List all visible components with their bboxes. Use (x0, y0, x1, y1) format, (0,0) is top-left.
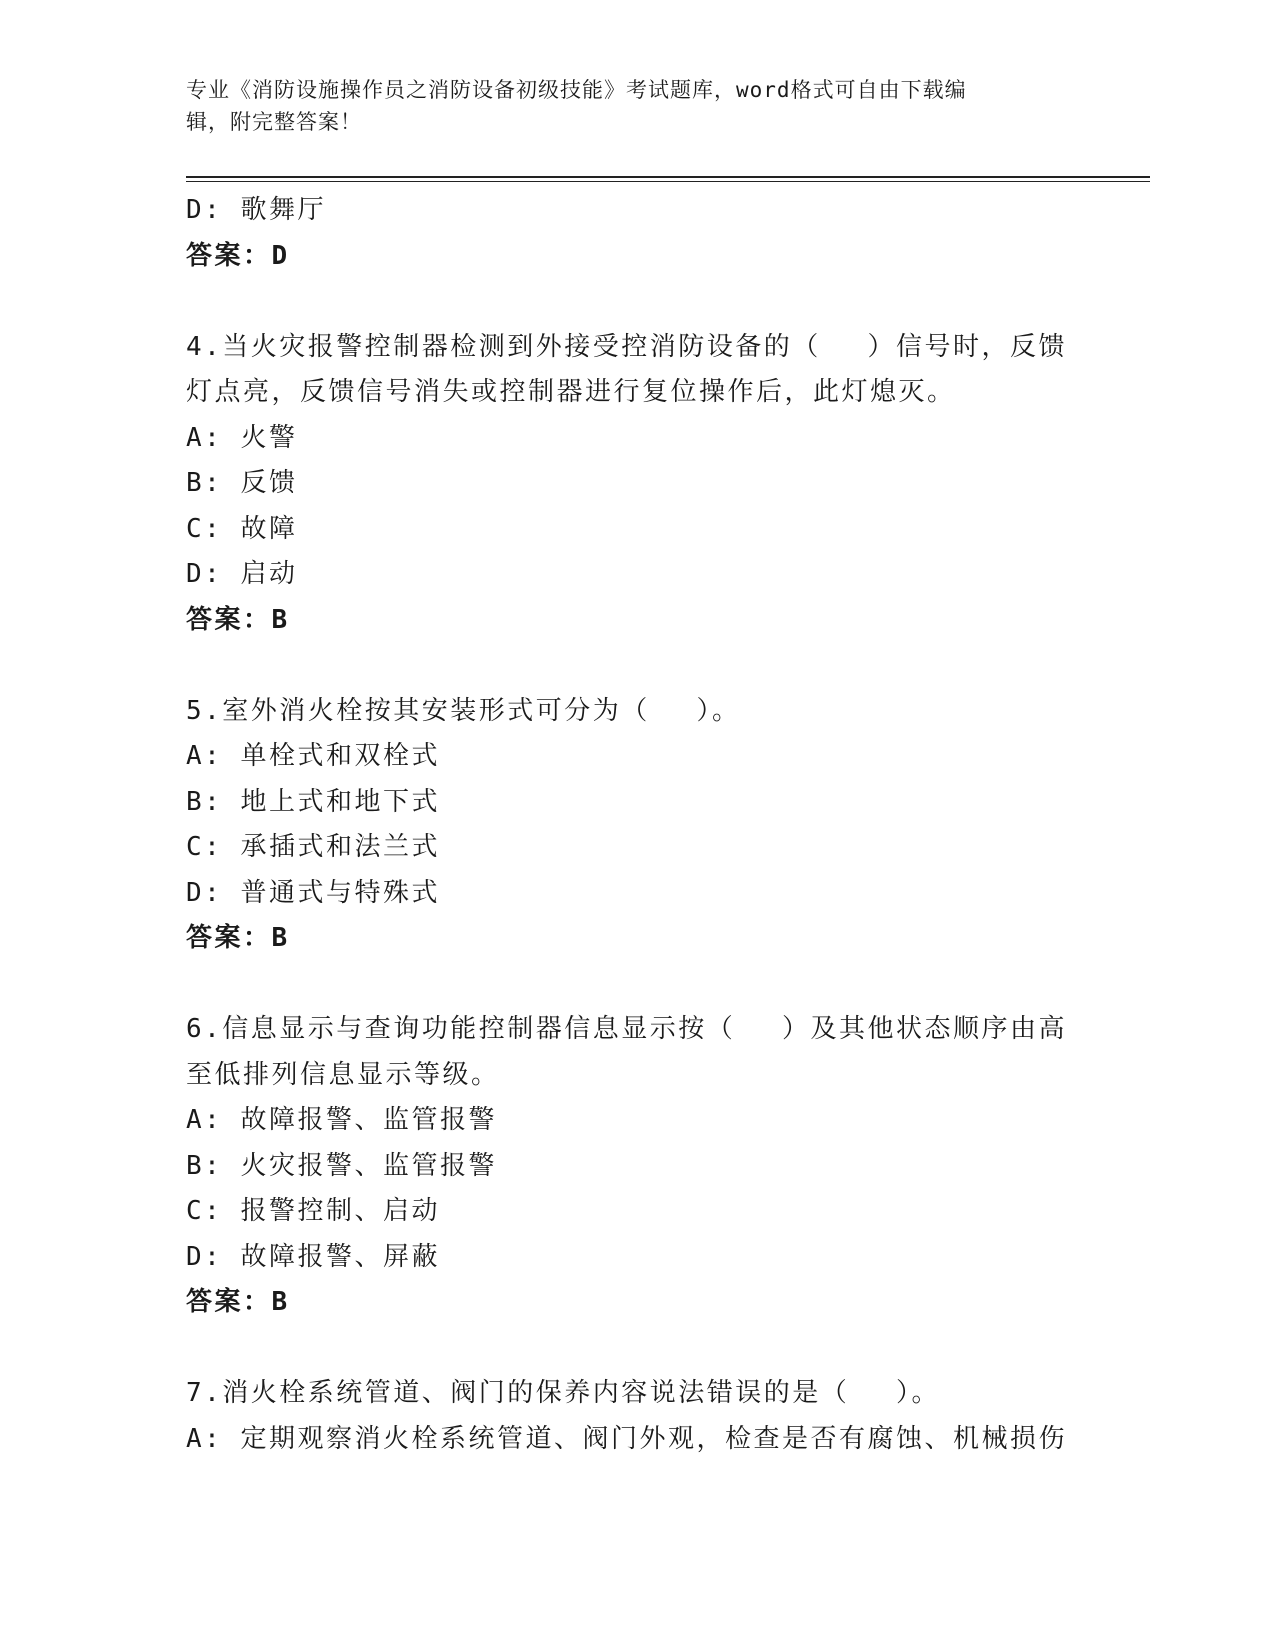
question-stem: 6.信息显示与查询功能控制器信息显示按（ ）及其他状态顺序由高 (186, 1014, 1067, 1044)
answer: 答案：B (186, 604, 290, 635)
question-5 (186, 689, 1086, 962)
header-rule-thick (186, 176, 1150, 178)
option-c: C: 故障 (186, 513, 298, 544)
answer: 答案：B (186, 1287, 290, 1317)
prev-answer: 答案：D (186, 240, 290, 271)
header-rule-thin (186, 181, 1150, 182)
option-d: D: 故障报警、屏蔽 (186, 1241, 440, 1272)
spacer (186, 643, 1086, 689)
prev-option-d: D: 歌舞厅 (186, 195, 326, 225)
question-list (186, 188, 1086, 1462)
option-c: C: 报警控制、启动 (186, 1196, 440, 1226)
spacer (186, 962, 1086, 1008)
header-line-2: 辑，附完整答案！ (186, 110, 362, 134)
document-header (186, 74, 1066, 138)
question-stem: 5.室外消火栓按其安装形式可分为（ ）。 (186, 695, 741, 726)
spacer (186, 279, 1086, 325)
option-a: A: 定期观察消火栓系统管道、阀门外观，检查是否有腐蚀、机械损伤 (186, 1423, 1067, 1454)
option-b: B: 火灾报警、监管报警 (186, 1150, 497, 1181)
spacer (186, 1326, 1086, 1372)
option-d: D: 普通式与特殊式 (186, 877, 440, 908)
question-7 (186, 1371, 1086, 1462)
question-stem: 4.当火灾报警控制器检测到外接受控消防设备的（ ）信号时，反馈 (186, 331, 1067, 362)
option-a: A: 火警 (186, 422, 298, 453)
question-stem: 7.消火栓系统管道、阀门的保养内容说法错误的是（ ）。 (186, 1378, 940, 1408)
question-stem: 至低排列信息显示等级。 (186, 1059, 500, 1090)
question-6 (186, 1007, 1086, 1326)
option-a: A: 故障报警、监管报警 (186, 1105, 497, 1135)
question-4 (186, 325, 1086, 644)
question-stem: 灯点亮，反馈信号消失或控制器进行复位操作后，此灯熄灭。 (186, 377, 956, 407)
option-b: B: 地上式和地下式 (186, 786, 440, 817)
option-d: D: 启动 (186, 559, 298, 589)
header-line-1: 专业《消防设施操作员之消防设备初级技能》考试题库，word格式可自由下载编 (186, 78, 967, 102)
option-b: B: 反馈 (186, 468, 298, 498)
answer: 答案：B (186, 923, 290, 953)
option-a: A: 单栓式和双栓式 (186, 741, 440, 771)
option-c: C: 承插式和法兰式 (186, 832, 440, 862)
